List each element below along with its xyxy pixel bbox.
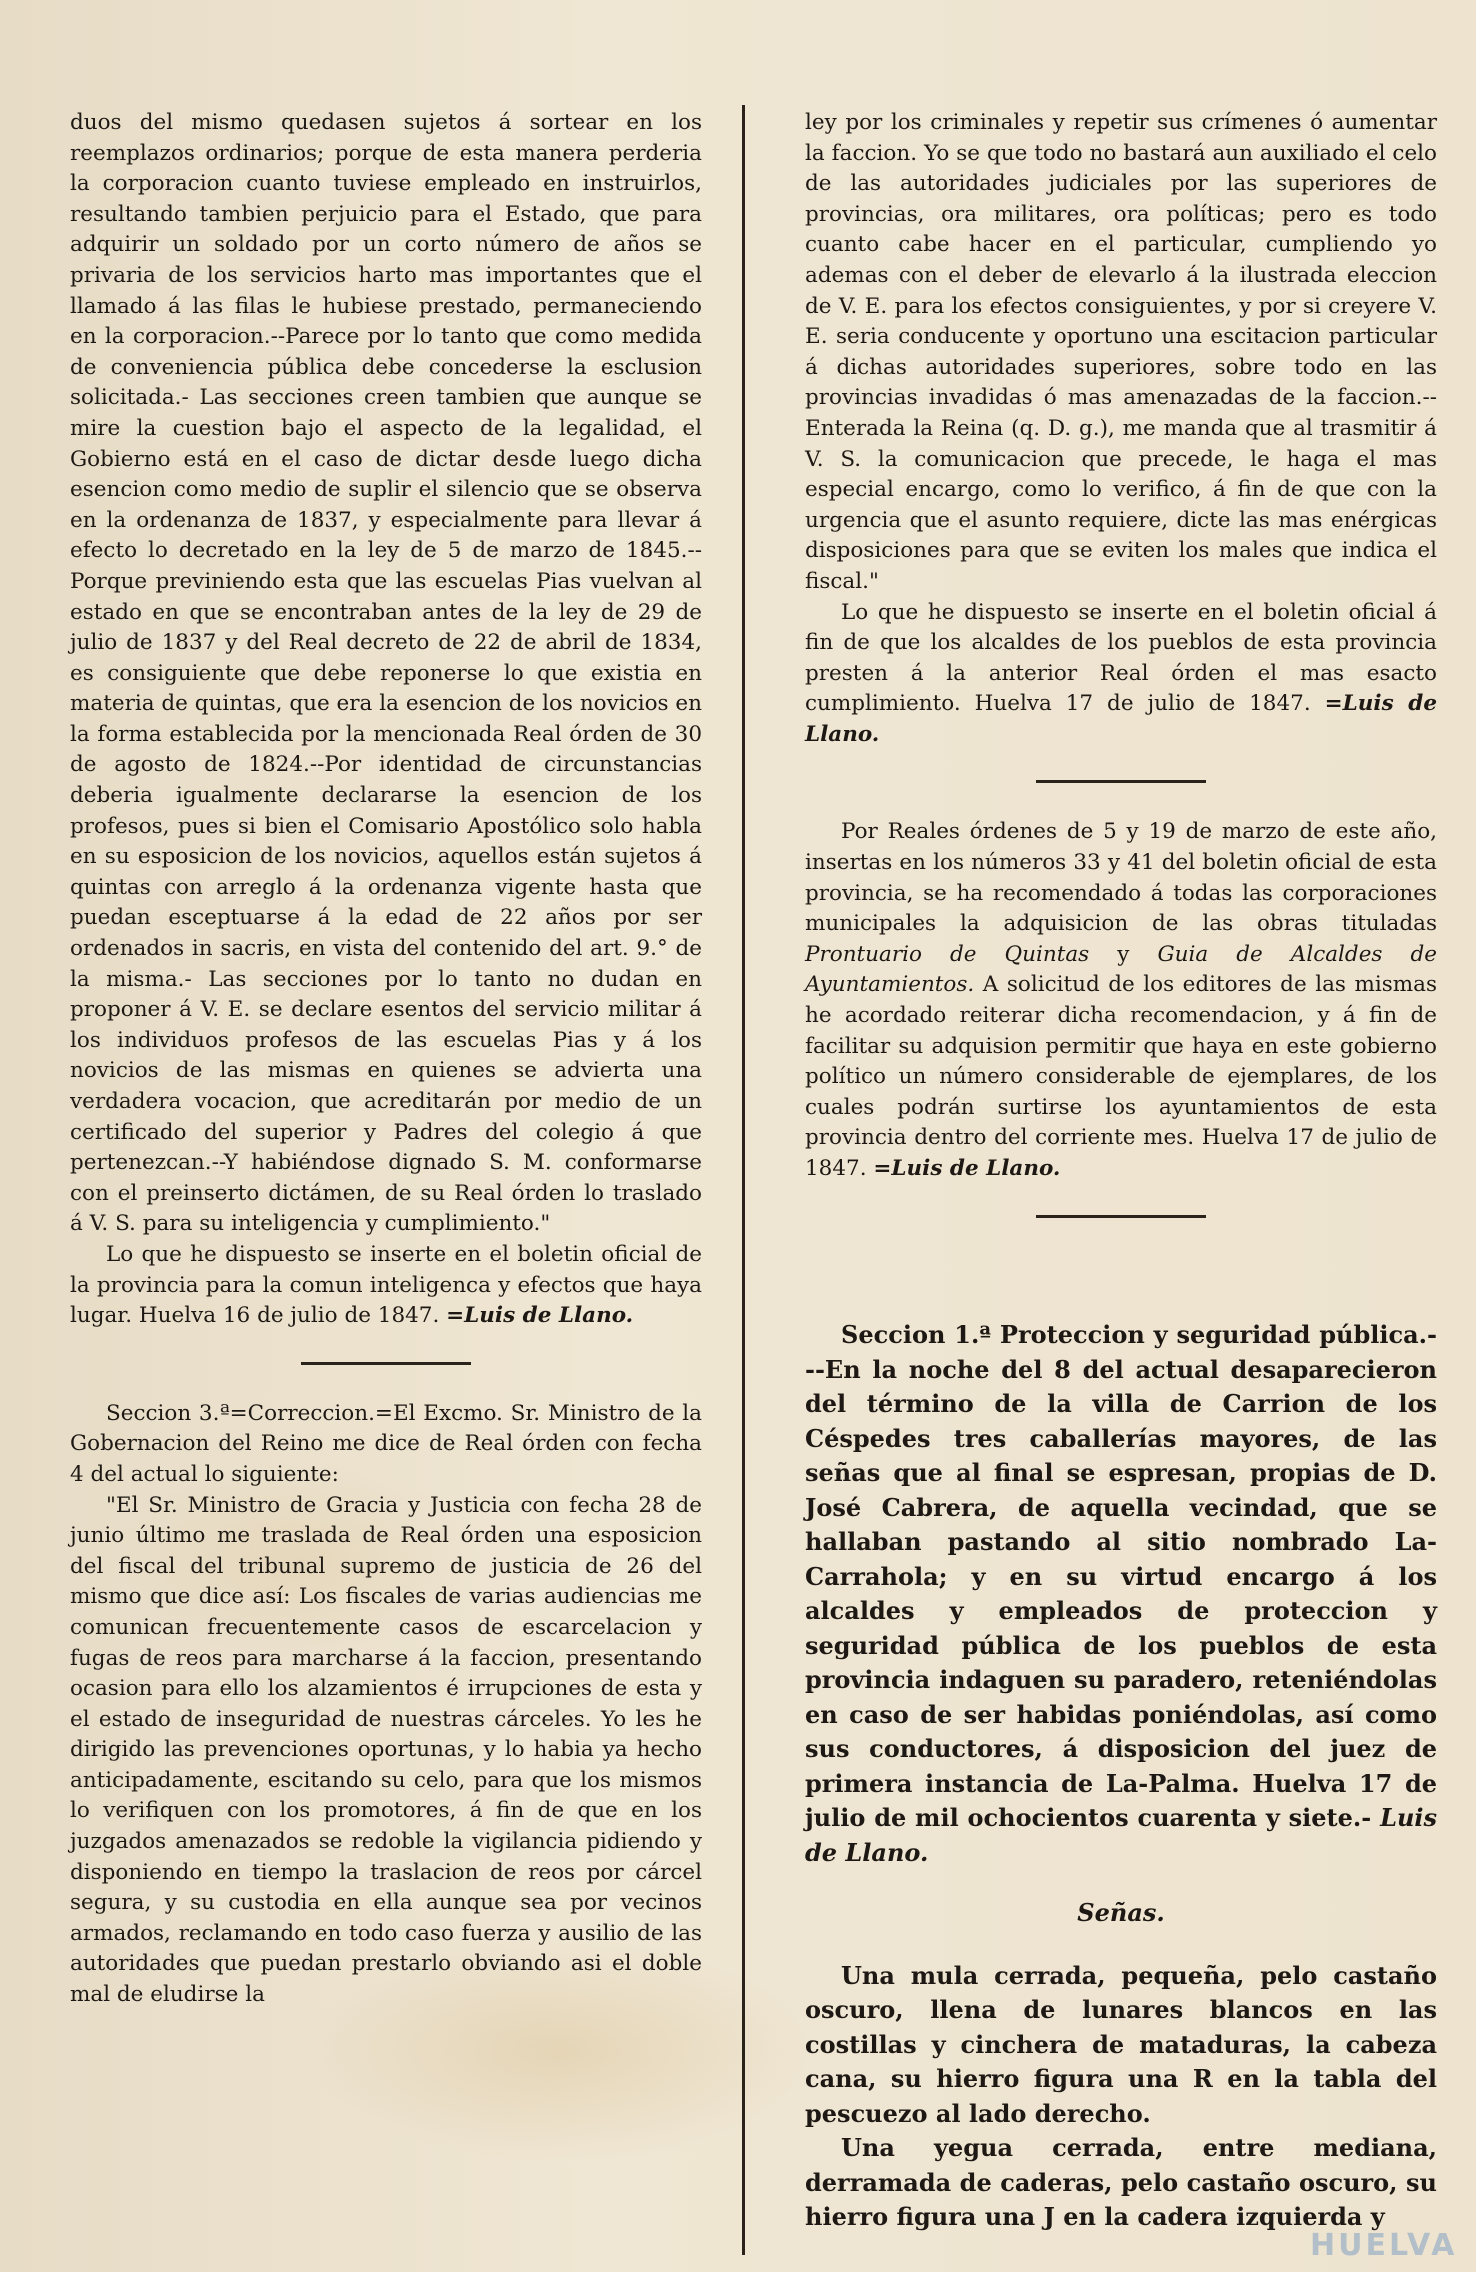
archive-watermark: HUELVA [1310,2228,1458,2263]
left-paragraph-2 [70,1240,702,1332]
right-paragraph-2-text: Lo que he dispuesto se inserte en el boletin oficial á fin de que los alcaldes de los pueblos de esta provincia presten á la anterior Real órden el mas esacto cumplimiento. Huelva 17 de julio de 1847. [805,599,1437,717]
right-paragraph-1: ley por los criminales y repetir sus crímenes ó aumentar la faccion. Yo se que todo no bastará aun auxiliado el celo de las autoridades judiciales por las superiores de provincias, ora militares, ora políticas; pero es todo cuanto cabe hacer en el particular, cumpliendo yo ademas con el deber de elevarlo á la ilustrada eleccion de V. E. para los efectos consiguientes, y por si creyere V. E. seria conducente y oportuno una escitacion particular á dichas autoridades superiores, sobre todo en las provincias invadidas ó mas amenazadas de la faccion.-- Enterada la Reina (q. D. g.), me manda que al trasmitir á V. S. la comunicacion que precede, le haga el mas especial encargo, como lo verifico, á fin de que con la urgencia que el asunto requiere, dicte las mas enérgicas disposiciones para que se eviten los males que indica el fiscal." [805,110,1437,594]
senas-heading: Señas. [1077,1898,1165,1927]
right-paragraph-4 [805,1318,1437,1870]
left-paragraph-3: Seccion 3.ª=Correccion.=El Excmo. Sr. Ministro de la Gobernacion del Reino me dice de Real órden con fecha 4 del actual lo siguiente: [70,1400,702,1487]
section-divider-right-1 [1036,780,1206,783]
signature-2: =Luis de Llano. [805,691,1437,747]
right-paragraph-3-b: A solicitud de los editores de las mismas he acordado reiterar dicha recomendacion, y á fin de facilitar su adquision permitir que haya en este gobierno político un número considerable de ejemplares, de los cuales podrán surtirse los ayuntamientos de esta provincia dentro del corriente mes. Huelva 17 de julio de 1847. [805,972,1437,1181]
right-paragraph-4-text: Seccion 1.ª Proteccion y seguridad pública.---En la noche del 8 del actual desaparecieron del término de la villa de Carrion de los Céspedes tres caballerías mayores, de las señas que al final se espresan, propias de D. José Cabrera, de aquella vecindad, que se hallaban pastando al sitio nombrado La-Carrahola; y en su virtud encargo á los alcaldes y empleados de proteccion y seguridad pública de los pueblos de esta provincia indaguen su paradero, reteniéndolas en caso de ser habidas poniéndolas, así como sus conductores, á disposicion del juez de primera instancia de La-Palma. Huelva 17 de julio de mil ochocientos cuarenta y siete.- [805,1320,1437,1832]
right-column-lower [805,1318,1437,2235]
signature-3: =Luis de Llano. [873,1156,1061,1181]
senas-paragraph-1: Una mula cerrada, pequeña, pelo castaño oscuro, llena de lunares blancos en las costillas y cinchera de mataduras, la cabeza cana, su hierro figura una R en la tabla del pescuezo al lado derecho. [805,1960,1437,2128]
senas-paragraph-2: Una yegua cerrada, entre mediana, derramada de caderas, pelo castaño oscuro, su hierro figura una J en la cadera izquierda y [805,2133,1437,2231]
signature-1: =Luis de Llano. [446,1303,634,1329]
left-column [70,108,702,2011]
right-column [805,108,1437,1252]
left-paragraph-4: "El Sr. Ministro de Gracia y Justicia con fecha 28 de junio último me traslada de Real órden una esposicion del fiscal del tribunal supremo de justicia de 26 del mismo que dice así: Los fiscales de varias audiencias me comunican frecuentemente casos de escarcelacion y fugas de reos para marcharse á la faccion, presentando ocasion para ello los alzamientos é irrupciones de esta y el estado de inseguridad de nuestras cárceles. Yo les he dirigido las prevenciones oportunas, y lo habia ya hecho anticipadamente, escitando su celo, para que los mismos lo verifiquen con los promotores, á fin de que en los juzgados amenazados se redoble la vigilancia pidiendo y disponiendo en tiempo la traslacion de reos por cárcel segura, y su custodia en ella aunque sea por vecinos armados, reclamando en todo caso fuerza y ausilio de las autoridades que puedan prestarlo obviando asi el doble mal de eludirse la [70,1492,702,2008]
section-divider-right-2 [1036,1215,1206,1218]
left-paragraph-1: duos del mismo quedasen sujetos á sortear en los reemplazos ordinarios; porque de esta manera perderia la corporacion cuanto tuviese empleado en instruirlos, resultando tambien perjuicio para el Estado, que para adquirir un soldado por un corto número de años se privaria de los servicios harto mas importantes que el llamado á las filas le hubiese prestado, permaneciendo en la corporacion.--Parece por lo tanto que como medida de conveniencia pública debe concederse la esclusion solicitada.- Las secciones creen tambien que aunque se mire la cuestion bajo el aspecto de la legalidad, el Gobierno está en el caso de dictar desde luego dicha esencion como medio de suplir el silencio que se observa en la ordenanza de 1837, y especialmente para llevar á efecto lo decretado en la ley de 5 de marzo de 1845.--Porque previniendo esta que las escuelas Pias vuelvan al estado en que se encontraban antes de la ley de 29 de julio de 1837 y del Real decreto de 22 de abril de 1834, es consiguiente que debe reponerse lo que existia en materia de quintas, que era la esencion de los novicios en la forma establecida por la mencionada Real órden de 30 de agosto de 1824.--Por identidad de circunstancias deberia igualmente declararse la esencion de los profesos, pues si bien el Comisario Apostólico solo habla en su esposicion de los novicios, aquellos están sujetos á quintas con arreglo á la ordenanza vigente hasta que puedan esceptuarse á la edad de 22 años por ser ordenados in sacris, en vista del contenido del art. 9.° de la misma.- Las secciones por lo tanto no dudan en proponer á V. E. se declare esentos del servicio militar á los individuos profesos de las escuelas Pias y á los novicios de las mismas en quienes se advierta una verdadera vocacion, que acreditarán por medio de un certificado del superior y Padres del colegio á que pertenezcan.--Y habiéndose dignado S. M. conformarse con el preinserto dictámen, de su Real órden lo traslado á V. S. para su inteligencia y cumplimiento." [70,110,702,1237]
right-paragraph-2 [805,598,1437,751]
book-title-1: Prontuario de Quintas [805,941,1090,967]
column-divider [742,105,745,2255]
book-title-2: Guia de Alcaldes de Ayuntamientos. [805,941,1437,998]
section-divider-left [301,1362,471,1365]
right-paragraph-3-a: Por Reales órdenes de 5 y 19 de marzo de este año, insertas en los números 33 y 41 del boletin oficial de esta provincia, se ha recomendado á todas las corporaciones municipales la adquisicion de las obras tituladas [805,819,1437,937]
book-title-joiner: y [1089,941,1158,967]
signature-4: Luis de Llano. [805,1803,1438,1867]
left-paragraph-2-text: Lo que he dispuesto se inserte en el boletin oficial de la provincia para la comun inteligenca y efectos que haya lugar. Huelva 16 de julio de 1847. [70,1241,702,1329]
right-paragraph-3 [805,817,1437,1184]
